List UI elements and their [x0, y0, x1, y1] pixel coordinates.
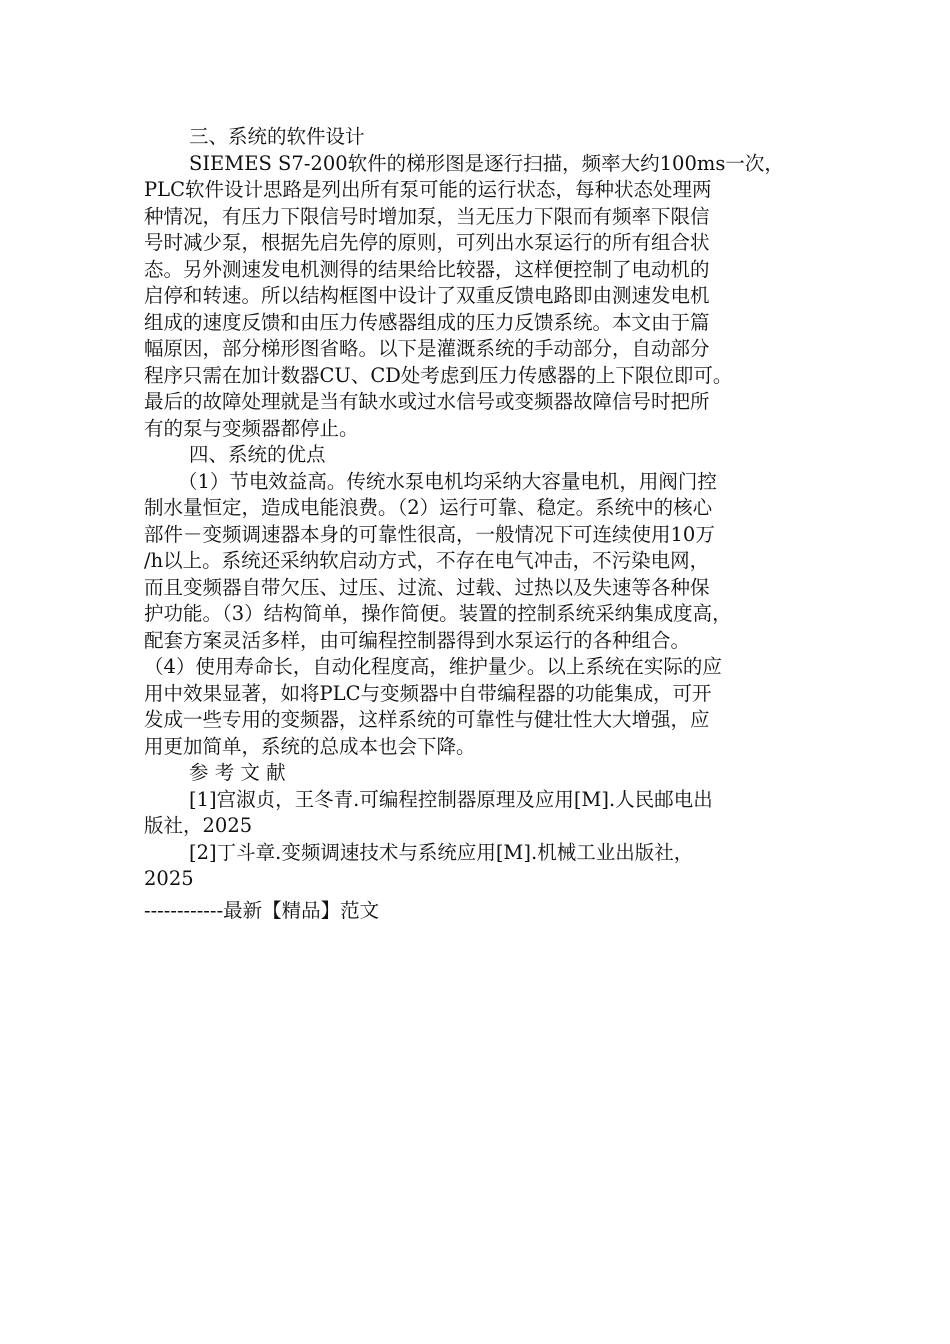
- references-heading: 参 考 文 献: [189, 761, 286, 784]
- paragraph-line: 态。另外测速发电机测得的结果给比较器，这样便控制了电动机的: [144, 257, 710, 281]
- paragraph-line: SIEMES S7-200软件的梯形图是逐行扫描，频率大约100ms一次，: [189, 151, 784, 175]
- paragraph-line: 幅原因，部分梯形图省略。以下是灌溉系统的手动部分，自动部分: [144, 337, 710, 360]
- paragraph-line: 种情况，有压力下限信号时增加泵，当无压力下限而有频率下限信: [144, 204, 710, 228]
- footer-text: ------------最新【精品】范文: [144, 899, 380, 922]
- reference-item-continuation: 版社，2025: [144, 814, 253, 837]
- reference-item: [2]丁斗章.变频调速技术与系统应用[M].机械工业出版社，: [189, 840, 694, 864]
- reference-item: [1]宫淑贞，王冬青.可编程控制器原理及应用[M].人民邮电出: [189, 787, 713, 811]
- paragraph-line: 配套方案灵活多样，由可编程控制器得到水泵运行的各种组合。: [144, 628, 691, 652]
- paragraph-line: 组成的速度反馈和由压力传感器组成的压力反馈系统。本文由于篇: [144, 310, 710, 334]
- paragraph-line: 部件－变频调速器本身的可靠性很高，一般情况下可连续使用10万: [144, 522, 715, 546]
- paragraph-line: 有的泵与变频器都停止。: [144, 416, 359, 440]
- section-heading-software-design: 三、系统的软件设计: [189, 125, 365, 148]
- paragraph-line: 用更加简单，系统的总成本也会下降。: [144, 734, 476, 758]
- paragraph-line: /h以上。系统还采纳软启动方式，不存在电气冲击，不污染电网，: [144, 549, 710, 572]
- paragraph-line: 启停和转速。所以结构框图中设计了双重反馈电路即由测速发电机: [144, 284, 710, 307]
- paragraph-line: 护功能。（3）结构简单，操作简便。装置的控制系统采纳集成度高，: [144, 602, 732, 625]
- section-heading-advantages: 四、系统的优点: [189, 443, 326, 466]
- paragraph-line: 而且变频器自带欠压、过压、过流、过载、过热以及失速等各种保: [144, 575, 710, 599]
- paragraph-line: 制水量恒定，造成电能浪费。（2）运行可靠、稳定。系统中的核心: [144, 496, 713, 519]
- paragraph-line: 程序只需在加计数器CU、CD处考虑到压力传感器的上下限位即可。: [144, 363, 733, 387]
- paragraph-line: PLC软件设计思路是列出所有泵可能的运行状态，每种状态处理两: [144, 178, 712, 201]
- paragraph-line: 用中效果显著，如将PLC与变频器中自带编程器的功能集成，可开: [144, 681, 712, 705]
- paragraph-line: （4）使用寿命长，自动化程度高，维护量少。以上系统在实际的应: [144, 655, 722, 678]
- reference-item-continuation: 2025: [144, 867, 194, 890]
- paragraph-line: 最后的故障处理就是当有缺水或过水信号或变频器故障信号时把所: [144, 390, 710, 413]
- paragraph-line: 号时减少泵，根据先启先停的原则，可列出水泵运行的所有组合状: [144, 231, 710, 254]
- paragraph-line: 发成一些专用的变频器，这样系统的可靠性与健壮性大大增强，应: [144, 708, 710, 731]
- paragraph-line: （1）节电效益高。传统水泵电机均采纳大容量电机，用阀门控: [178, 469, 717, 493]
- document-body: [144, 124, 806, 893]
